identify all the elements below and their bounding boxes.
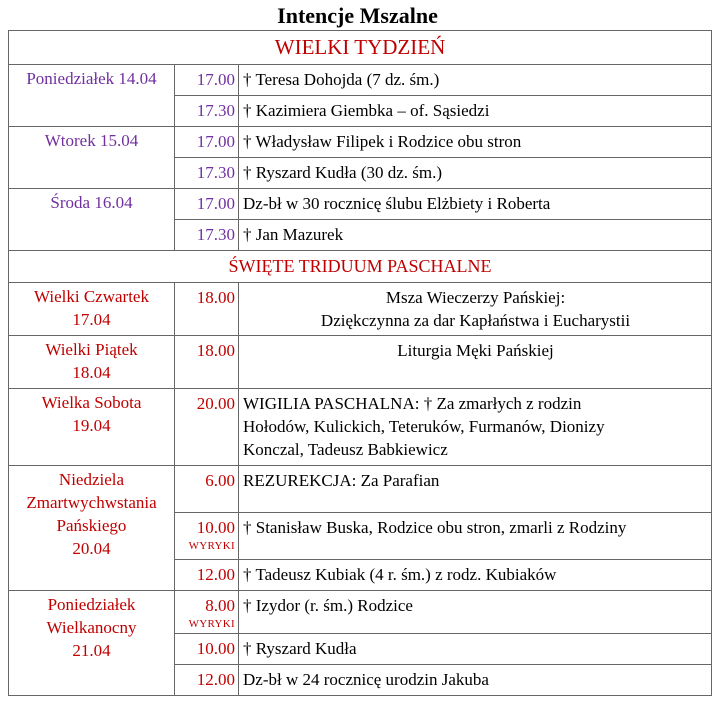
intention-cell: Liturgia Męki Pańskiej [239,336,712,389]
time-cell: 17.00 [175,189,239,220]
intention-cell: † Władysław Filipek i Rodzice obu stron [239,127,712,158]
intention-cell: † Izydor (r. śm.) Rodzice [239,591,712,634]
time-cell: 17.30 [175,220,239,251]
intention-line: Hołodów, Kulickich, Teteruków, Furmanów, Dionizy [243,417,605,436]
time-cell: 12.00 [175,560,239,591]
day-cell-tuesday [9,127,175,189]
location-note: WYRYKI [188,618,235,630]
intention-cell [239,389,712,466]
intention-line: WIGILIA PASCHALNA: † Za zmarłych z rodzin [243,394,582,413]
intention-line: Dziękczynna za dar Kapłaństwa i Eucharystii [320,311,631,330]
day-cell-monday [9,65,175,127]
time-cell: 6.00 [175,466,239,513]
intention-cell: Dz-bł w 30 rocznicę ślubu Elżbiety i Roberta [239,189,712,220]
day-label: Wielki Piątek [45,340,138,359]
day-date: 17.04 [72,310,111,329]
day-date: 19.04 [72,416,111,435]
location-note: WYRYKI [188,540,235,552]
time-cell: 17.30 [175,158,239,189]
time-cell: 17.30 [175,96,239,127]
time-cell [175,513,239,560]
day-cell-holy-saturday [9,389,175,466]
intention-cell: † Jan Mazurek [239,220,712,251]
day-label: Wielkanocny [46,618,137,637]
day-label: Niedziela [58,470,125,489]
day-cell-wednesday [9,189,175,251]
day-label: Wielka Sobota [41,393,142,412]
day-label: Poniedziałek 14.04 [26,69,157,88]
intention-cell: † Ryszard Kudła (30 dz. śm.) [239,158,712,189]
day-label: Wtorek 15.04 [44,131,139,150]
time-cell: 18.00 [175,283,239,336]
intention-cell: † Kazimiera Giembka – of. Sąsiedzi [239,96,712,127]
day-label: Wielki Czwartek [34,287,149,306]
day-label: Środa 16.04 [50,193,133,212]
intention-cell [239,283,712,336]
intention-cell: † Teresa Dohojda (7 dz. śm.) [239,65,712,96]
time-cell: 12.00 [175,665,239,696]
day-date: 18.04 [72,363,111,382]
intention-cell: † Tadeusz Kubiak (4 r. śm.) z rodz. Kubiaków [239,560,712,591]
day-label: Zmartwychwstania [26,493,157,512]
time-cell: 17.00 [175,65,239,96]
day-date: 21.04 [72,641,111,660]
time-value: 8.00 [205,596,235,615]
time-cell: 10.00 [175,634,239,665]
intention-cell: † Ryszard Kudła [239,634,712,665]
day-label: Poniedziałek [47,595,136,614]
intention-cell: † Stanisław Buska, Rodzice obu stron, zmarli z Rodziny [239,513,712,560]
time-cell: 18.00 [175,336,239,389]
time-cell: 17.00 [175,127,239,158]
intention-line: Konczal, Tadeusz Babkiewicz [243,440,448,459]
day-cell-good-friday [9,336,175,389]
time-value: 10.00 [196,518,235,537]
time-cell: 20.00 [175,389,239,466]
intention-cell: REZUREKCJA: Za Parafian [239,466,712,513]
intention-line: Msza Wieczerzy Pańskiej: [385,288,566,307]
day-label: Pańskiego [56,516,127,535]
section-header-triduum: ŚWIĘTE TRIDUUM PASCHALNE [9,251,712,283]
day-cell-holy-thursday [9,283,175,336]
day-cell-easter-monday [9,591,175,696]
intention-cell: Dz-bł w 24 rocznicę urodzin Jakuba [239,665,712,696]
page-title: Intencje Mszalne [277,3,438,28]
day-cell-easter-sunday [9,466,175,591]
mass-intentions-table [8,30,712,696]
day-date: 20.04 [72,539,111,558]
time-cell [175,591,239,634]
section-header-holy-week: WIELKI TYDZIEŃ [9,31,712,65]
